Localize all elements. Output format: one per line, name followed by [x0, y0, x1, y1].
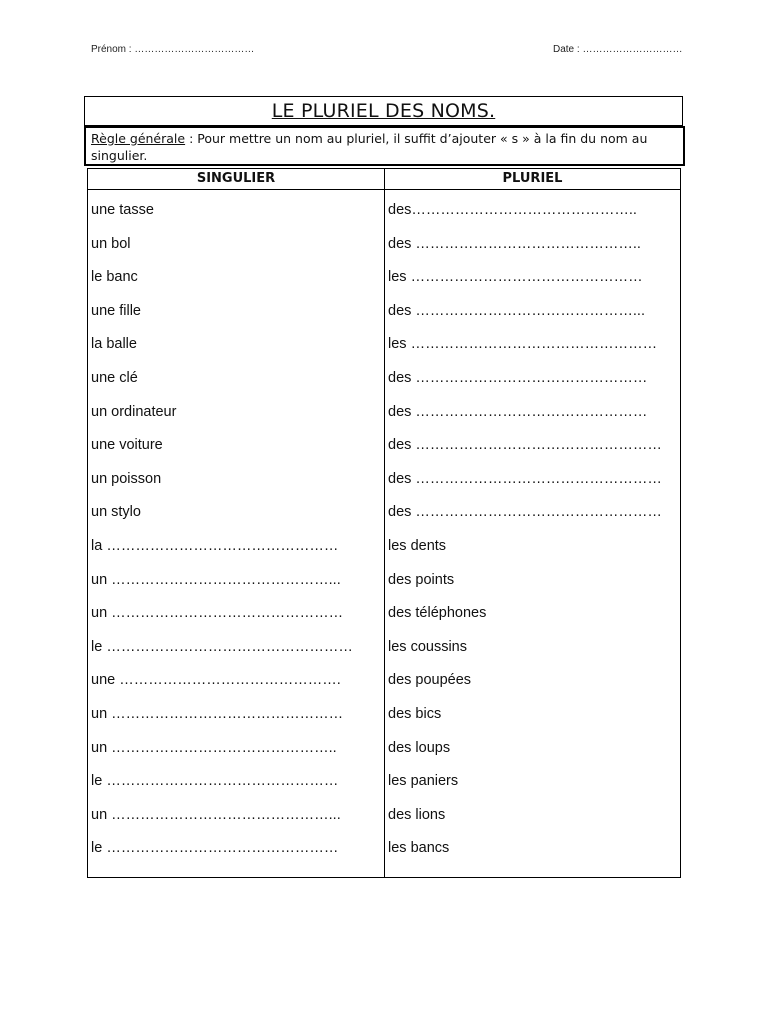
singular-cell: une voiture	[91, 437, 163, 454]
table-header	[88, 169, 680, 190]
plural-cell[interactable]: les …………………………………………	[388, 269, 643, 286]
prenom-field[interactable]: Prénom : ………………………………	[91, 44, 255, 55]
plural-cell[interactable]: des ………………………………………..	[388, 235, 641, 252]
singular-cell: un poisson	[91, 470, 162, 487]
table-row	[88, 291, 680, 325]
singular-cell[interactable]: un ………………………………………...	[91, 806, 341, 823]
rule-text: : Pour mettre un nom au pluriel, il suffit d’ajouter « s » à la fin du nom au singulier.	[91, 131, 648, 163]
plural-cell[interactable]: des………………………………………..	[388, 202, 637, 218]
plural-cell: des points	[388, 571, 455, 588]
singular-cell[interactable]: une ……………………………………….	[91, 672, 341, 689]
singular-cell[interactable]: la …………………………………………	[91, 538, 339, 554]
singular-cell[interactable]: un ………………………………………..	[91, 739, 337, 756]
singular-cell: le banc	[91, 269, 138, 286]
plural-cell: les bancs	[388, 840, 450, 857]
table-row	[88, 358, 680, 392]
singular-cell: une fille	[91, 302, 141, 319]
table-row	[88, 627, 680, 661]
singular-cell[interactable]: un ………………………………………...	[91, 571, 341, 588]
table-row	[88, 425, 680, 459]
plural-cell[interactable]: des ……………………………………………	[388, 437, 662, 454]
plural-cell[interactable]: des …………………………………………	[388, 370, 648, 386]
singular-cell[interactable]: un …………………………………………	[91, 605, 344, 622]
table-row	[88, 828, 680, 862]
title-box	[84, 96, 683, 126]
table-row	[88, 593, 680, 627]
table-row	[88, 257, 680, 291]
table-row	[88, 560, 680, 594]
plural-cell[interactable]: des ………………………………………...	[388, 302, 645, 319]
singular-cell[interactable]: le ……………………………………………	[91, 638, 353, 655]
plural-cell: des lions	[388, 806, 446, 823]
plural-cell[interactable]: les ……………………………………………	[388, 336, 658, 353]
singular-cell: un bol	[91, 235, 131, 252]
plural-cell: des poupées	[388, 672, 472, 689]
table-row	[88, 526, 680, 560]
table-row	[88, 492, 680, 526]
singular-cell: une clé	[91, 370, 138, 386]
plural-cell: des bics	[388, 706, 442, 722]
singular-cell[interactable]: le …………………………………………	[91, 773, 339, 790]
table-row	[88, 761, 680, 795]
table-row	[88, 459, 680, 493]
plural-cell: les paniers	[388, 773, 459, 790]
table-row	[88, 660, 680, 694]
singular-cell[interactable]: un …………………………………………	[91, 706, 344, 722]
date-field[interactable]: Date : …………………………	[553, 44, 683, 55]
table-row	[88, 795, 680, 829]
table-row	[88, 224, 680, 258]
plural-cell[interactable]: des ……………………………………………	[388, 470, 662, 487]
table-row	[88, 728, 680, 762]
table-row	[88, 324, 680, 358]
exercise-table	[87, 168, 681, 878]
singular-cell: un stylo	[91, 504, 141, 521]
singular-cell: une tasse	[91, 202, 154, 218]
singular-cell: la balle	[91, 336, 137, 353]
singular-cell[interactable]: le …………………………………………	[91, 840, 339, 857]
singular-cell: un ordinateur	[91, 403, 177, 420]
plural-cell: les dents	[388, 538, 447, 554]
header-singulier: SINGULIER	[196, 171, 276, 186]
rule-label: Règle générale	[91, 131, 186, 146]
header-pluriel: PLURIEL	[502, 171, 563, 186]
page-title: LE PLURIEL DES NOMS.	[271, 100, 496, 122]
plural-cell[interactable]: des …………………………………………	[388, 403, 648, 420]
plural-cell[interactable]: des ……………………………………………	[388, 504, 662, 521]
rule-box	[84, 126, 685, 166]
plural-cell: des téléphones	[388, 605, 487, 622]
table-row	[88, 190, 680, 224]
table-row	[88, 694, 680, 728]
plural-cell: les coussins	[388, 638, 467, 655]
table-row	[88, 392, 680, 426]
plural-cell: des loups	[388, 739, 451, 756]
